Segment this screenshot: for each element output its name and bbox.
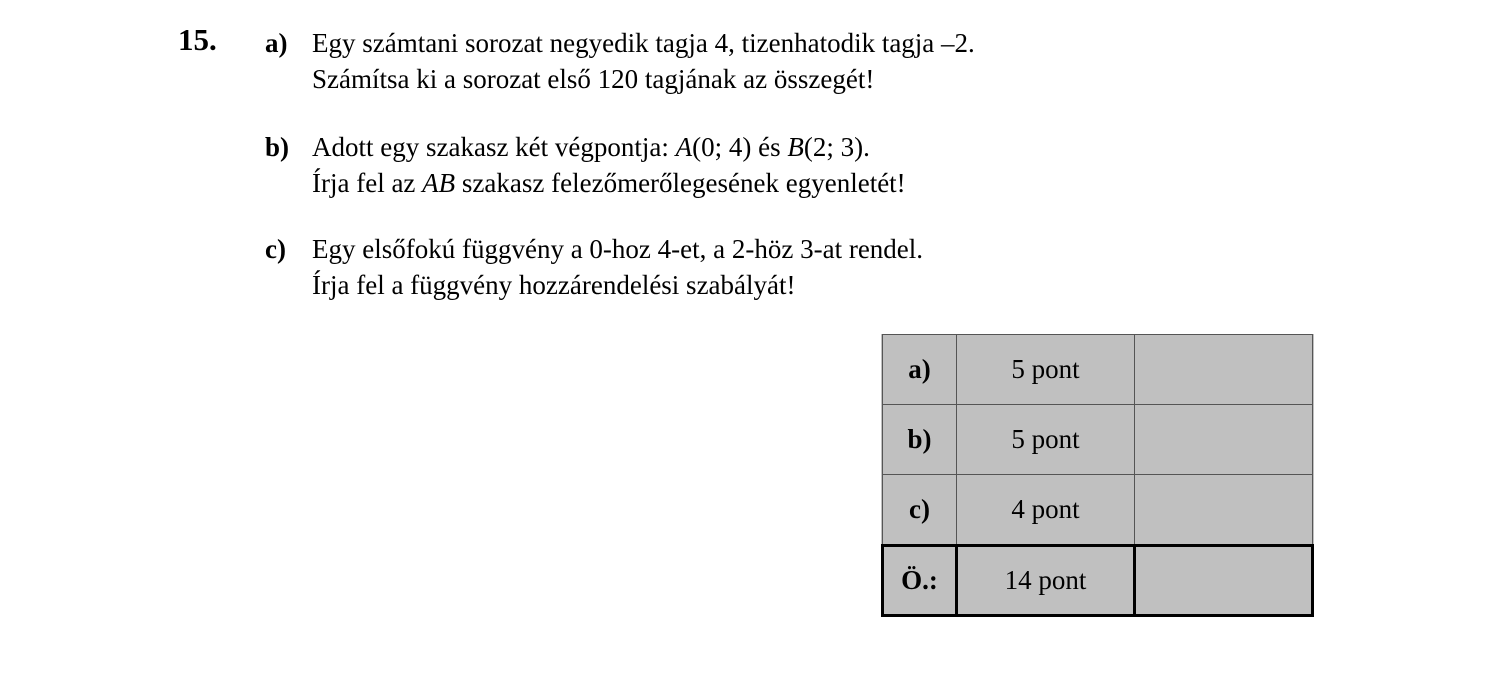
score-row-label: a) — [883, 335, 957, 405]
part-b-text — [312, 130, 906, 202]
score-row-earned-cell[interactable] — [1135, 335, 1313, 405]
part-b-line-2-pre: Írja fel az — [312, 168, 423, 198]
point-a-name: A — [675, 132, 693, 162]
part-b-line-1-post: (2; 3). — [803, 132, 870, 162]
part-b-label: b) — [265, 132, 290, 162]
part-c-line-2: Írja fel a függvény hozzárendelési szabályát! — [312, 270, 796, 300]
score-row-label: c) — [883, 475, 957, 546]
part-b-line-2-post: szakasz felezőmerőlegesének egyenletét! — [455, 168, 906, 198]
problem-number: 15. — [178, 22, 217, 57]
part-a-label: a) — [265, 28, 288, 58]
part-b-line-1 — [312, 130, 906, 166]
score-row-earned-cell[interactable] — [1135, 475, 1313, 546]
score-row-label: b) — [883, 405, 957, 475]
score-row-c — [883, 475, 1313, 546]
score-row-b — [883, 405, 1313, 475]
part-a-line-1: Egy számtani sorozat negyedik tagja 4, tizenhatodik tagja –2. — [312, 28, 975, 58]
part-a-line-2: Számítsa ki a sorozat első 120 tagjának az összegét! — [312, 64, 875, 94]
part-b-line-2 — [312, 166, 906, 202]
score-row-points: 4 pont — [957, 475, 1135, 546]
part-c-text — [312, 232, 923, 304]
score-total-earned-cell[interactable] — [1135, 546, 1313, 616]
part-b-line-1-mid: (0; 4) és — [692, 132, 788, 162]
score-row-total — [883, 546, 1313, 616]
part-c-line-1: Egy elsőfokú függvény a 0-hoz 4-et, a 2-höz 3-at rendel. — [312, 234, 924, 264]
score-row-earned-cell[interactable] — [1135, 405, 1313, 475]
score-total-points: 14 pont — [957, 546, 1135, 616]
score-table — [881, 334, 1314, 617]
part-c-label: c) — [265, 234, 286, 264]
part-b-line-1-pre: Adott egy szakasz két végpontja: — [312, 132, 676, 162]
score-total-label: Ö.: — [883, 546, 957, 616]
part-a-text — [312, 26, 975, 98]
point-b-name: B — [787, 132, 804, 162]
score-row-points: 5 pont — [957, 405, 1135, 475]
score-row-a — [883, 335, 1313, 405]
score-row-points: 5 pont — [957, 335, 1135, 405]
segment-ab-name: AB — [422, 168, 456, 198]
